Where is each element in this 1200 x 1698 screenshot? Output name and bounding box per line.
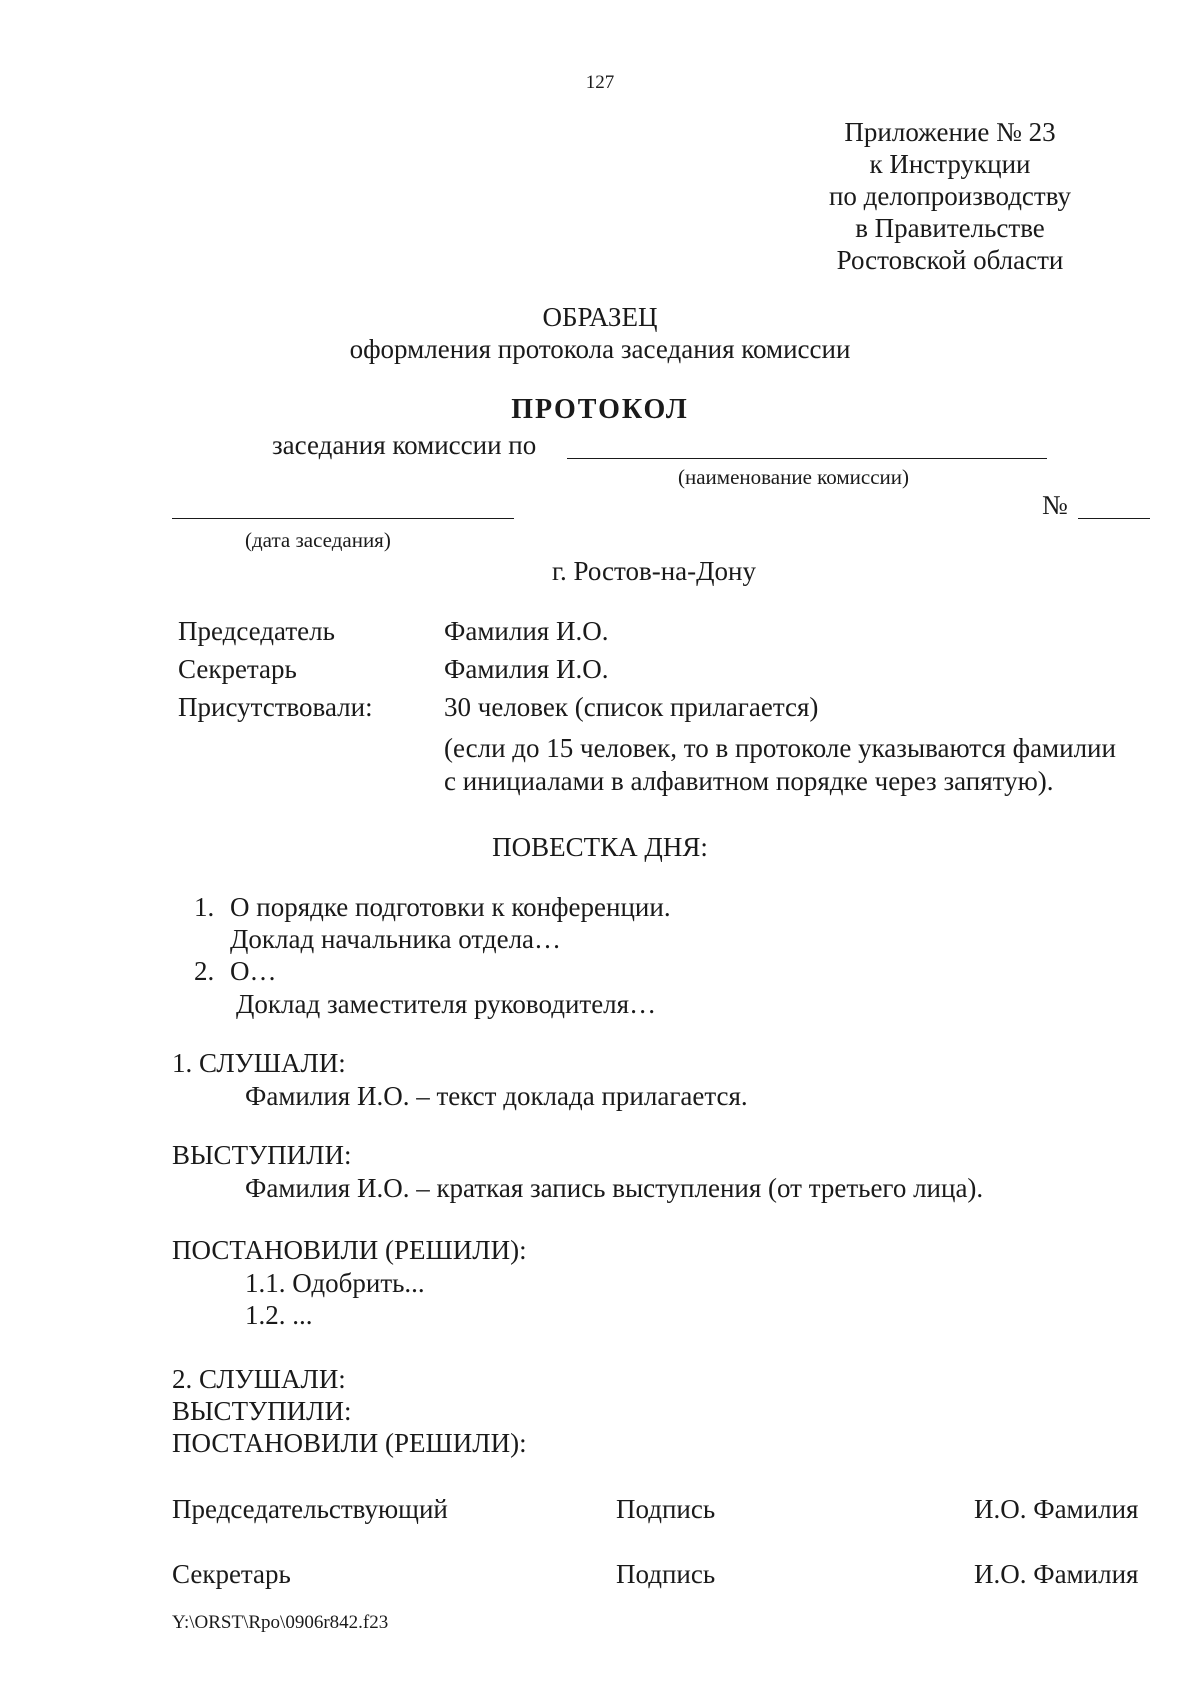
participant-value: Фамилия И.О. [444,616,609,646]
signature-role: Председательствующий [172,1494,448,1524]
agenda-item-report: Доклад начальника отдела… [230,924,562,954]
participants-note-line: (если до 15 человек, то в протоколе указываются фамилии [444,733,1116,763]
agenda-item-number: 1. [194,892,215,922]
section1-heard-text: Фамилия И.О. – текст доклада прилагается. [245,1081,748,1111]
date-caption: (дата заседания) [245,528,391,552]
signature-placeholder: Подпись [616,1559,716,1589]
signature-name: И.О. Фамилия [974,1559,1139,1589]
appendix-line: Ростовской области [836,245,1064,275]
sample-subheading: оформления протокола заседания комиссии [349,334,851,364]
participant-value: Фамилия И.О. [444,654,609,684]
decision-item: 1.1. Одобрить... [245,1268,425,1298]
participant-role: Присутствовали: [178,692,373,722]
section1-spoke-text: Фамилия И.О. – краткая запись выступления (от третьего лица). [245,1173,984,1203]
participant-role: Председатель [178,616,335,646]
appendix-line: в Правительстве [855,213,1045,243]
commission-prefix: заседания комиссии по [272,430,537,460]
section2-decided-label: ПОСТАНОВИЛИ (РЕШИЛИ): [172,1428,527,1458]
agenda-heading: ПОВЕСТКА ДНЯ: [492,832,708,862]
number-sign: № [1042,490,1068,520]
appendix-line: к Инструкции [869,149,1031,179]
appendix-line: Приложение № 23 [844,117,1056,147]
appendix-block [800,116,1100,276]
date-line [172,518,514,519]
agenda-item-title: О… [230,956,277,986]
participant-value: 30 человек (список прилагается) [444,692,819,722]
appendix-line: по делопроизводству [828,181,1072,211]
commission-name-line [567,458,1047,459]
participants-note-line: с инициалами в алфавитном порядке через запятую). [444,766,1054,796]
signature-placeholder: Подпись [616,1494,716,1524]
section1-spoke-label: ВЫСТУПИЛИ: [172,1140,352,1170]
signature-name: И.О. Фамилия [974,1494,1139,1524]
decision-item: 1.2. ... [245,1300,313,1330]
commission-caption: (наименование комиссии) [678,465,910,489]
agenda-item-number: 2. [194,956,215,986]
signature-role: Секретарь [172,1559,291,1589]
protocol-title: ПРОТОКОЛ [511,394,689,425]
agenda-item-title: О порядке подготовки к конференции. [230,892,671,922]
section2-heard-label: 2. СЛУШАЛИ: [172,1364,346,1394]
page-number: 127 [585,72,615,93]
footer-file-path: Y:\ORST\Rpo\0906r842.f23 [172,1612,389,1633]
section1-decided-label: ПОСТАНОВИЛИ (РЕШИЛИ): [172,1235,527,1265]
section1-heard-label: 1. СЛУШАЛИ: [172,1048,346,1078]
number-line [1078,518,1150,519]
sample-heading: ОБРАЗЕЦ [542,302,658,332]
agenda-item-report: Доклад заместителя руководителя… [236,989,657,1019]
participant-role: Секретарь [178,654,297,684]
city: г. Ростов-на-Дону [552,556,757,586]
section2-spoke-label: ВЫСТУПИЛИ: [172,1396,352,1426]
